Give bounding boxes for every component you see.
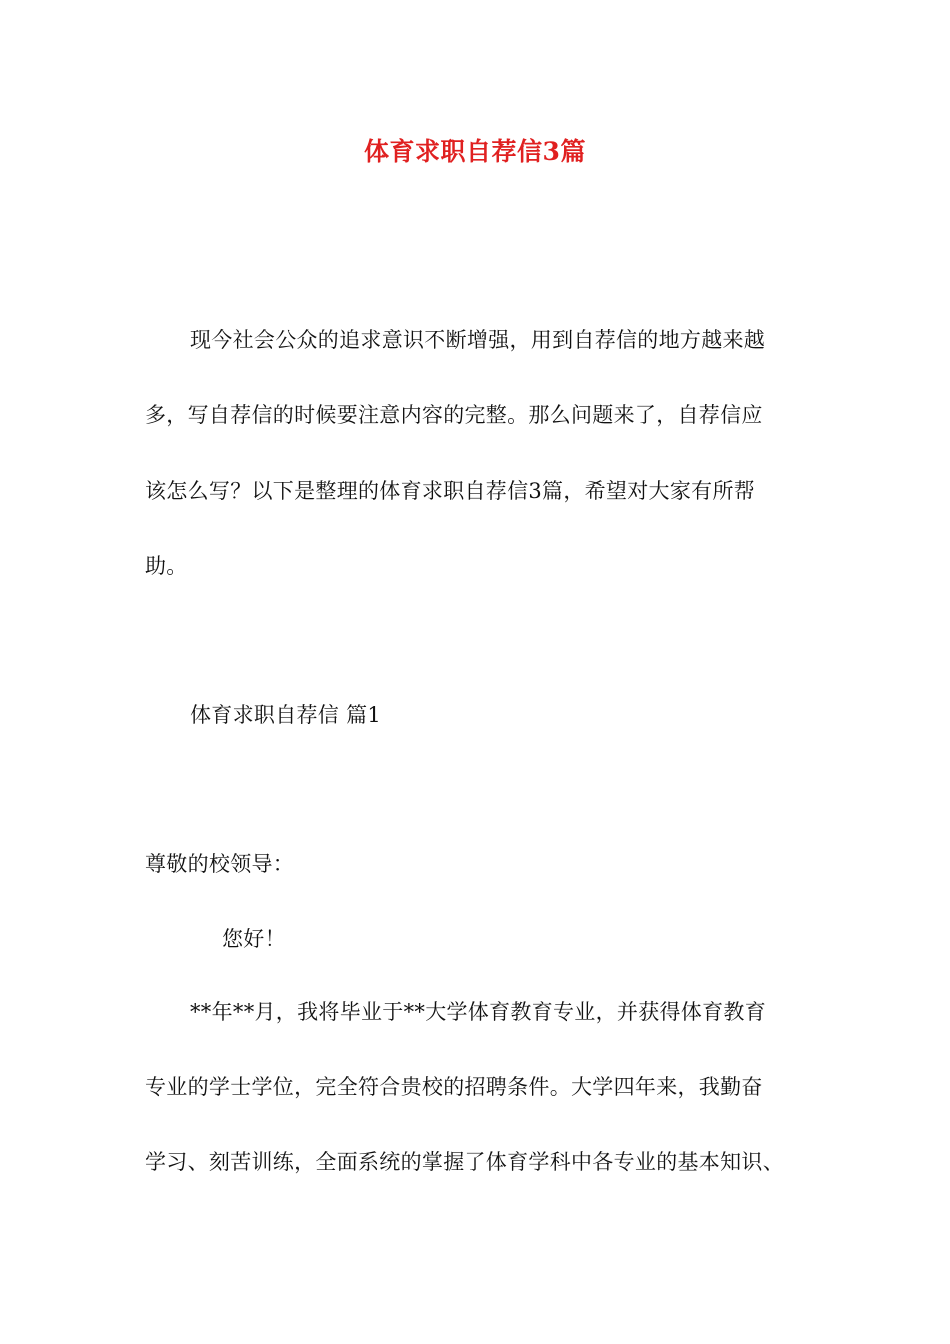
document-title: 体育求职自荐信3篇: [364, 137, 586, 166]
intro-line-4: 助。: [145, 554, 188, 578]
body-line-2: 专业的学士学位，完全符合贵校的招聘条件。大学四年来，我勤奋: [145, 1075, 763, 1099]
greeting: 您好！: [222, 927, 286, 951]
body-line-1: **年**月，我将毕业于**大学体育教育专业，并获得体育教育: [190, 1000, 766, 1024]
body-line-3: 学习、刻苦训练，全面系统的掌握了体育学科中各专业的基本知识、: [145, 1150, 784, 1174]
intro-line-2: 多，写自荐信的时候要注意内容的完整。那么问题来了，自荐信应: [145, 403, 763, 427]
section-heading: 体育求职自荐信 篇1: [190, 703, 382, 727]
intro-line-1: 现今社会公众的追求意识不断增强，用到自荐信的地方越来越: [190, 328, 766, 352]
intro-line-3: 该怎么写？以下是整理的体育求职自荐信3篇，希望对大家有所帮: [145, 479, 756, 503]
salutation: 尊敬的校领导：: [145, 852, 295, 876]
